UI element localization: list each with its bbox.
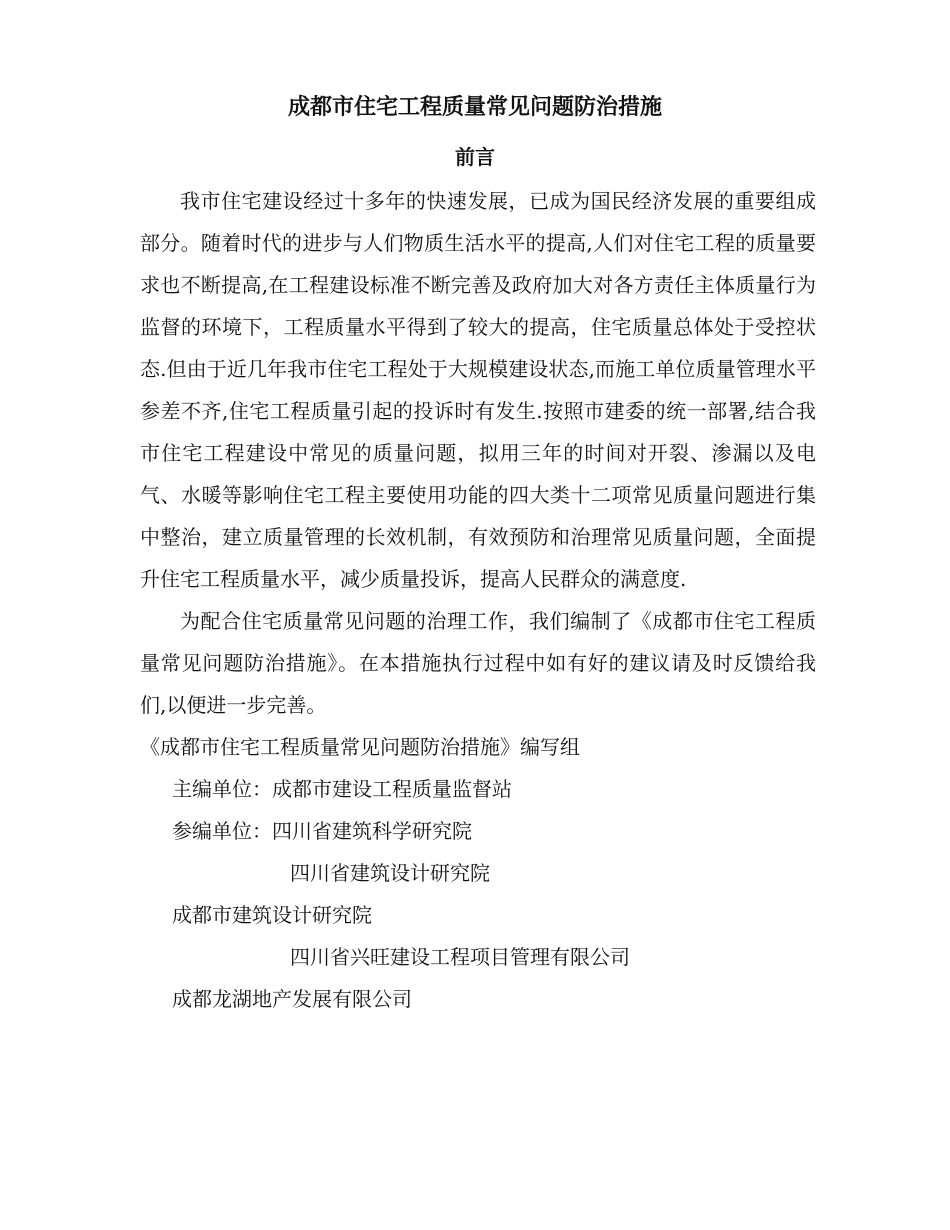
co-editor-item: 四川省建筑设计研究院 bbox=[290, 861, 490, 885]
co-editor-unit: 参编单位：四川省建筑科学研究院 bbox=[172, 819, 472, 843]
paragraph-compilation: 为配合住宅质量常见问题的治理工作，我们编制了《成都市住宅工程质量常见问题防治措施》。在本措施执行过程中如有好的建议请及时反馈给我们,以便进一步完善。 bbox=[140, 609, 816, 717]
editorial-group: 《成都市住宅工程质量常见问题防治措施》编写组 bbox=[140, 735, 580, 759]
preface-heading: 前言 bbox=[455, 145, 495, 169]
paragraph-intro: 我市住宅建设经过十多年的快速发展，已成为国民经济发展的重要组成部分。随着时代的进步与人们物质生活水平的提高,人们对住宅工程的质量要求也不断提高,在工程建设标准不断完善及政府加大对各方责任主体质量行为监督的环境下，工程质量水平得到了较大的提高，住宅质量总体处于受控状态.但由于近几年我市住宅工程处于大规模建设状态,而施工单位质量管理水平参差不齐,住宅工程质量引起的投诉时有发生.按照市建委的统一部署,结合我市住宅工程建设中常见的质量问题，拟用三年的时间对开裂、渗漏以及电气、水暖等影响住宅工程主要使用功能的四大类十二项常见质量问题进行集中整治，建立质量管理的长效机制，有效预防和治理常见质量问题，全面提升住宅工程质量水平，减少质量投诉，提高人民群众的满意度. bbox=[140, 189, 816, 591]
co-editor-item: 成都市建筑设计研究院 bbox=[172, 903, 372, 927]
co-editor-item: 成都龙湖地产发展有限公司 bbox=[172, 987, 412, 1011]
co-editor-item: 四川省兴旺建设工程项目管理有限公司 bbox=[290, 945, 630, 969]
chief-editor-unit: 主编单位：成都市建设工程质量监督站 bbox=[172, 777, 512, 801]
document-title: 成都市住宅工程质量常见问题防治措施 bbox=[287, 94, 662, 120]
document-body bbox=[140, 180, 816, 1020]
